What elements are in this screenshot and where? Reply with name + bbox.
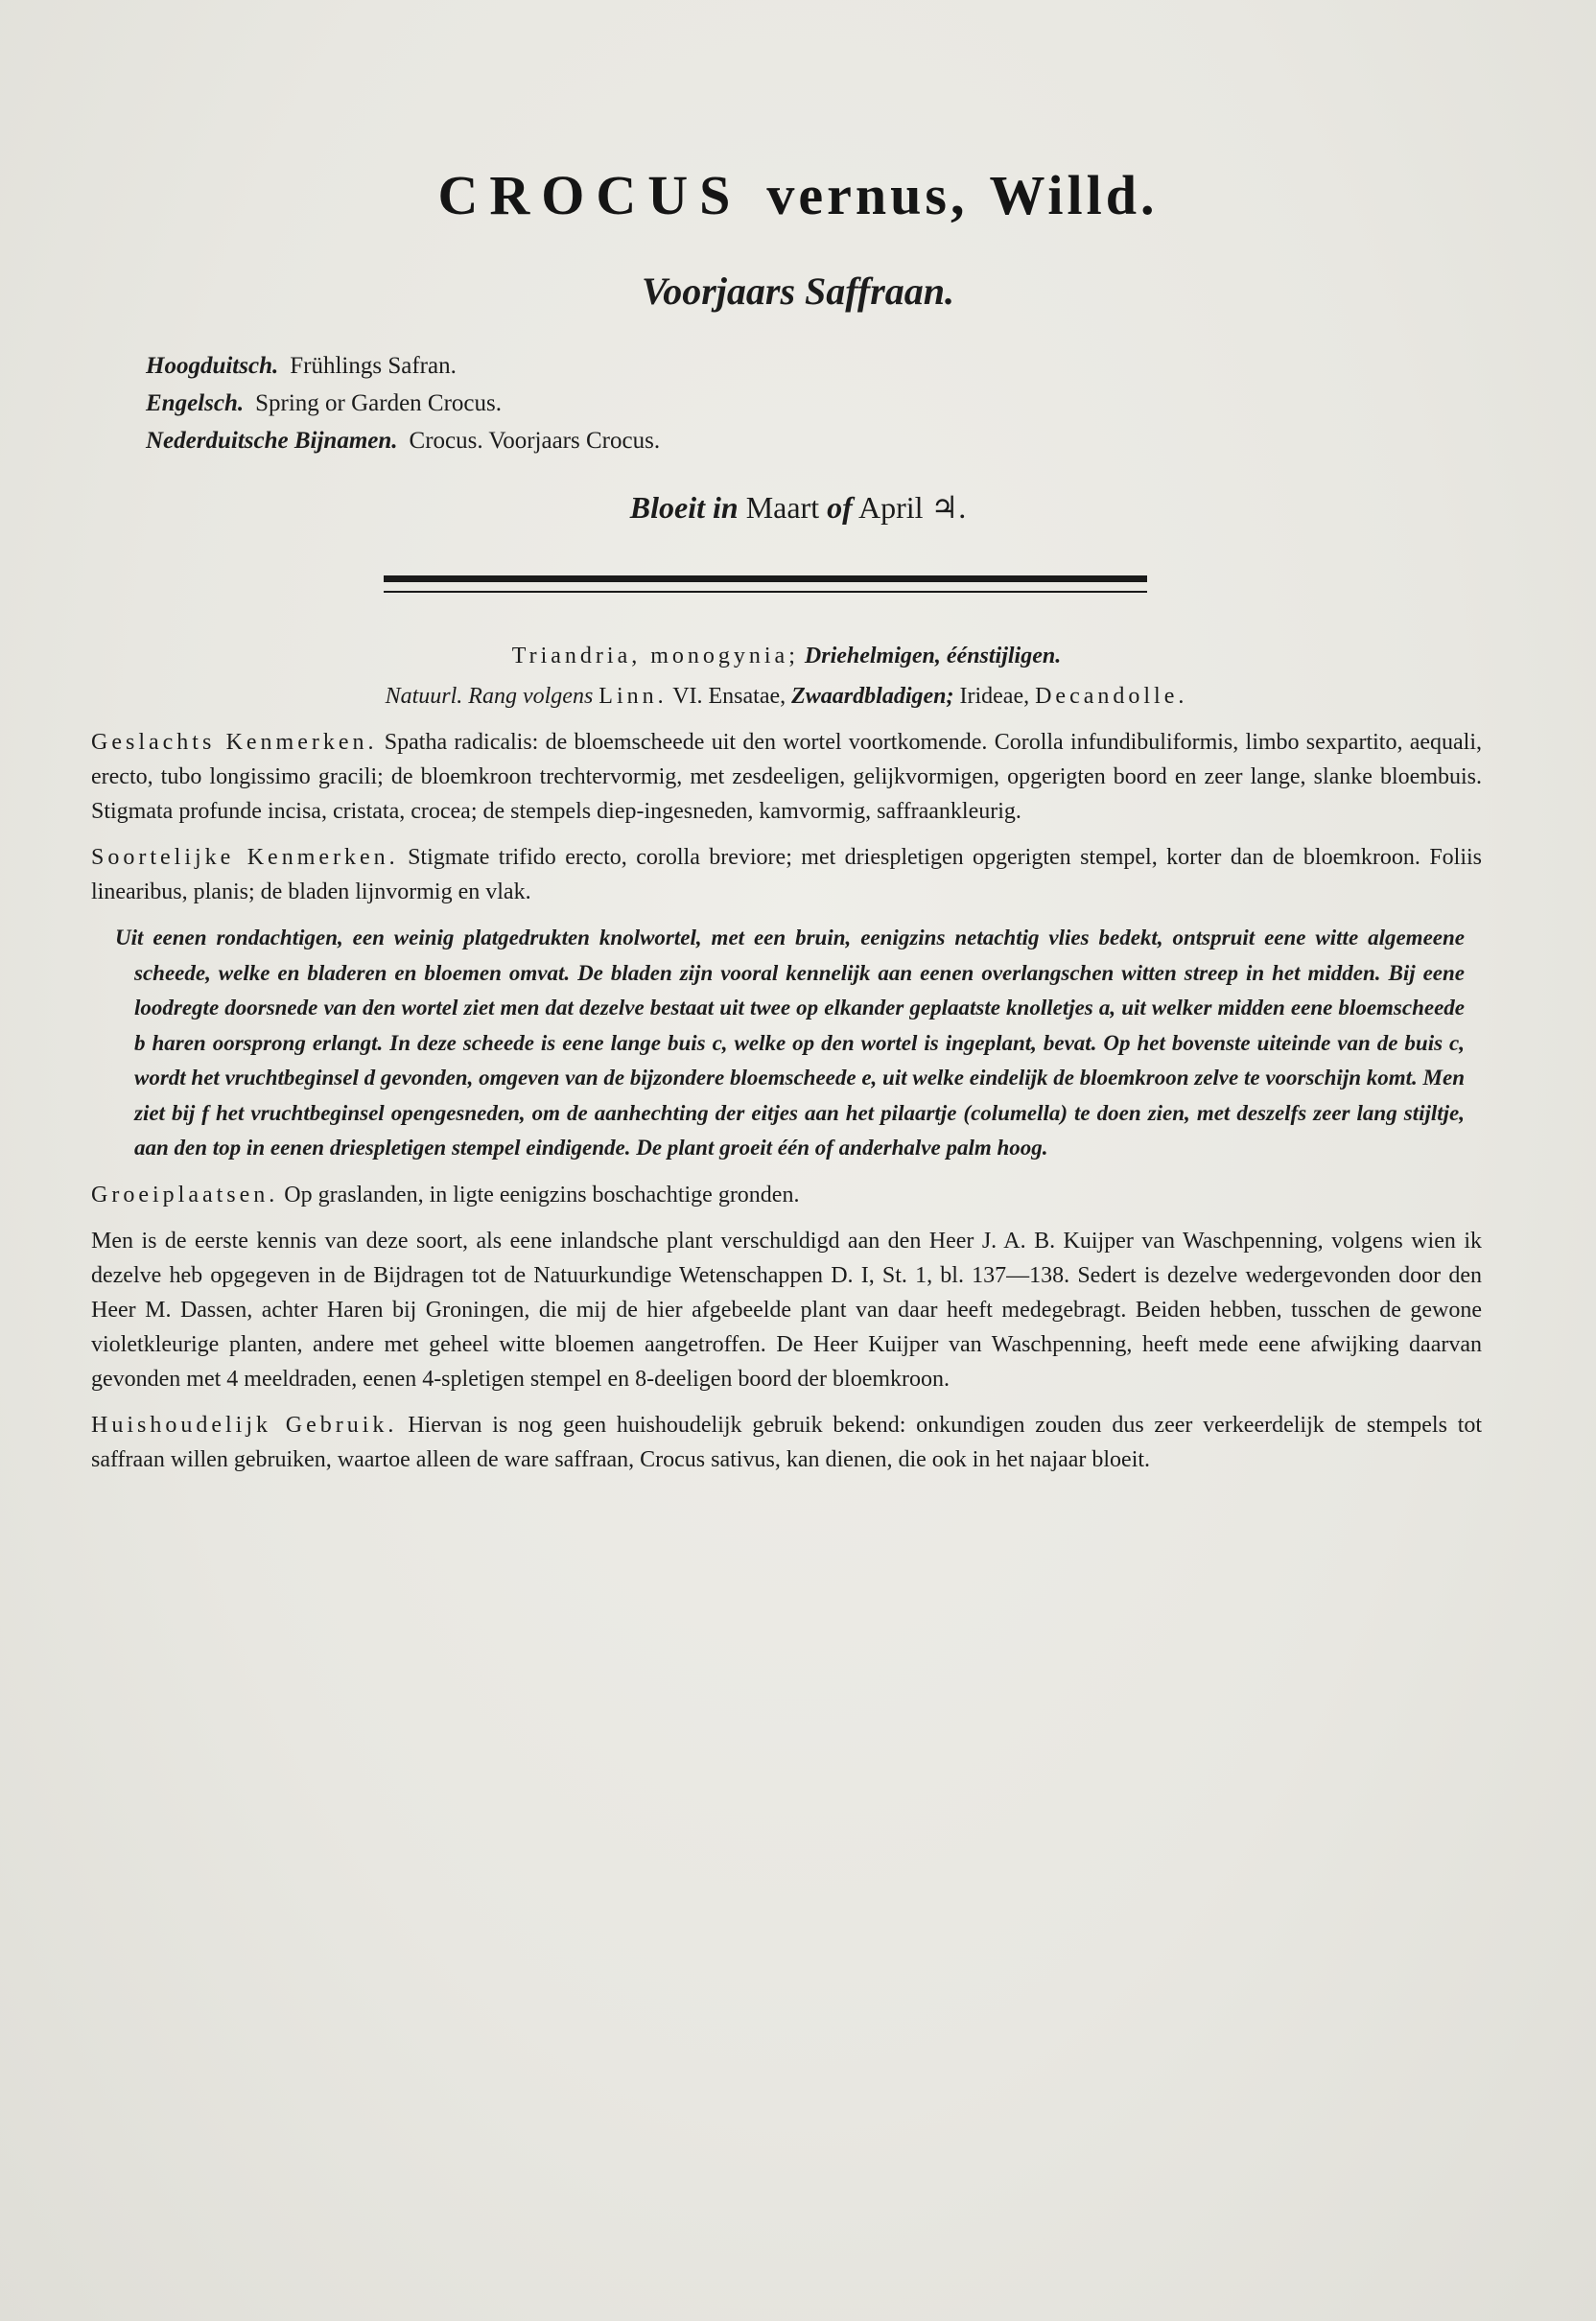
rank-ensatae: VI. Ensatae, [672, 684, 786, 709]
title-genus: CROCUS [437, 164, 742, 226]
species-text: Stigmate trifido erecto, corolla breviore; met driespletigen opgerigten stempel, korter dan de bloemkroon. Foliis linearibus, planis; de bladen lijnvormig en vlak. [91, 845, 1483, 904]
name-value: Spring or Garden Crocus. [255, 390, 503, 416]
name-lang: Nederduitsche Bijnamen. [146, 428, 398, 454]
genus-characters [91, 725, 1482, 829]
body-text [91, 639, 1482, 1477]
name-lang: Engelsch. [146, 390, 245, 416]
household-text: Hiervan is nog geen huishoudelijk gebruik bekend: onkundigen zouden dus zeer verkeerdelijk de stempels tot saffraan willen gebruiken, waartoe alleen de ware saffraan, Crocus sativus, kan dienen, die ook in het najaar bloeit. [91, 1412, 1483, 1472]
divider-thin [384, 591, 1147, 593]
name-line-dutch [146, 422, 1009, 459]
page-title [0, 163, 1596, 227]
rank-irideae: Irideae, [959, 684, 1030, 709]
bloei-month1: Maart [745, 490, 820, 525]
household-label: Huishoudelijk Gebruik. [91, 1412, 398, 1438]
bloei-of: of [827, 490, 853, 525]
household-use [91, 1408, 1482, 1477]
habitat [91, 1178, 1482, 1212]
title-author: Willd. [989, 164, 1159, 226]
perennial-symbol: ♃. [930, 490, 967, 525]
rank-label: Natuurl. Rang volgens [385, 684, 594, 709]
habitat-label: Groeiplaatsen. [91, 1182, 279, 1207]
title-species: vernus, [766, 164, 969, 226]
name-value: Frühlings Safran. [290, 353, 457, 379]
name-value: Crocus. Voorjaars Crocus. [409, 428, 661, 454]
classification-line-1 [91, 639, 1482, 673]
name-line-german [146, 347, 1009, 385]
plant-description: Uit eenen rondachtigen, een weinig platgedrukten knolwortel, met een bruin, eenigzins netachtig vlies bedekt, ontspruit eene witte algemeene scheede, welke en bladeren en bloemen omvat. De bladen zijn vooral kennelijk aan eenen overlangschen witten streep in het midden. Bij eene loodregte doorsnede van den wortel ziet men dat dezelve bestaat uit twee op elkander geplaatste knolletjes a, uit welker midden eene bloemscheede b haren oorsprong erlangt. In deze scheede is eene lange buis c, welke op den wortel is ingeplant, bevat. Op het bovenste uiteinde van de buis c, wordt het vruchtbeginsel d gevonden, omgeven van de bijzondere bloemscheede e, uit welke eindelijk de bloemkroon zelve te voorschijn komt. Men ziet bij f het vruchtbeginsel opengesneden, om de aanhechting der eitjes aan het pilaartje (columella) te doen zien, met deszelfs zeer lang stijltje, aan den top in eenen driespletigen stempel eindigende. De plant groeit één of anderhalve palm hoog. [115, 926, 1465, 1160]
species-characters [91, 840, 1482, 909]
rank-decandolle: Decandolle. [1035, 684, 1188, 709]
bloei-prefix: Bloeit in [629, 490, 739, 525]
class-dutch: Driehelmigen, éénstijligen. [804, 644, 1062, 668]
rank-zwaardbladigen: Zwaardbladigen; [791, 684, 954, 709]
rank-linn: Linn. [598, 684, 668, 709]
divider-thick [384, 575, 1147, 582]
page-subtitle: Voorjaars Saffraan. [641, 270, 955, 313]
bloei-month2: April [857, 490, 924, 525]
habitat-text: Op graslanden, in ligte eenigzins boschachtige gronden. [284, 1182, 800, 1207]
flowering-line [0, 489, 1596, 526]
class-linnaean: Triandria, monogynia; [511, 644, 799, 668]
genus-label: Geslachts Kenmerken. [91, 730, 378, 755]
classification-line-2 [91, 679, 1482, 714]
history-paragraph: Men is de eerste kennis van deze soort, als eene inlandsche plant verschuldigd aan den Heer J. A. B. Kuijper van Waschpenning, volgens wien ik dezelve heb opgegeven in de Bijdragen tot de Natuurkundige Wetenschappen D. I, St. 1, bl. 137—138. Sedert is dezelve wedergevonden door den Heer M. Dassen, achter Haren bij Groningen, die mij de hier afgebeelde plant van daar heeft medegebragt. Beiden hebben, tusschen de gewone violetkleurige planten, andere met geheel witte bloemen aangetroffen. De Heer Kuijper van Waschpenning, heeft mede eene afwijking daarvan gevonden met 4 meeldraden, eenen 4-spletigen stempel en 8-deeligen boord der bloemkroon. [91, 1228, 1482, 1392]
species-label: Soortelijke Kenmerken. [91, 845, 399, 870]
name-lang: Hoogduitsch. [146, 353, 279, 379]
genus-text: Spatha radicalis: de bloemscheede uit den wortel voortkomende. Corolla infundibuliformis, limbo sexpartito, aequali, erecto, tubo longissimo gracili; de bloemkroon trechtervormig, met zesdeeligen, gelijkvormigen, opgerigten boord en zeer lange, slanke bloembuis. Stigmata profunde incisa, cristata, crocea; de stempels diep-ingesneden, kamvormig, saffraankleurig. [91, 730, 1482, 824]
common-names [146, 347, 1009, 459]
name-line-english [146, 385, 1009, 422]
